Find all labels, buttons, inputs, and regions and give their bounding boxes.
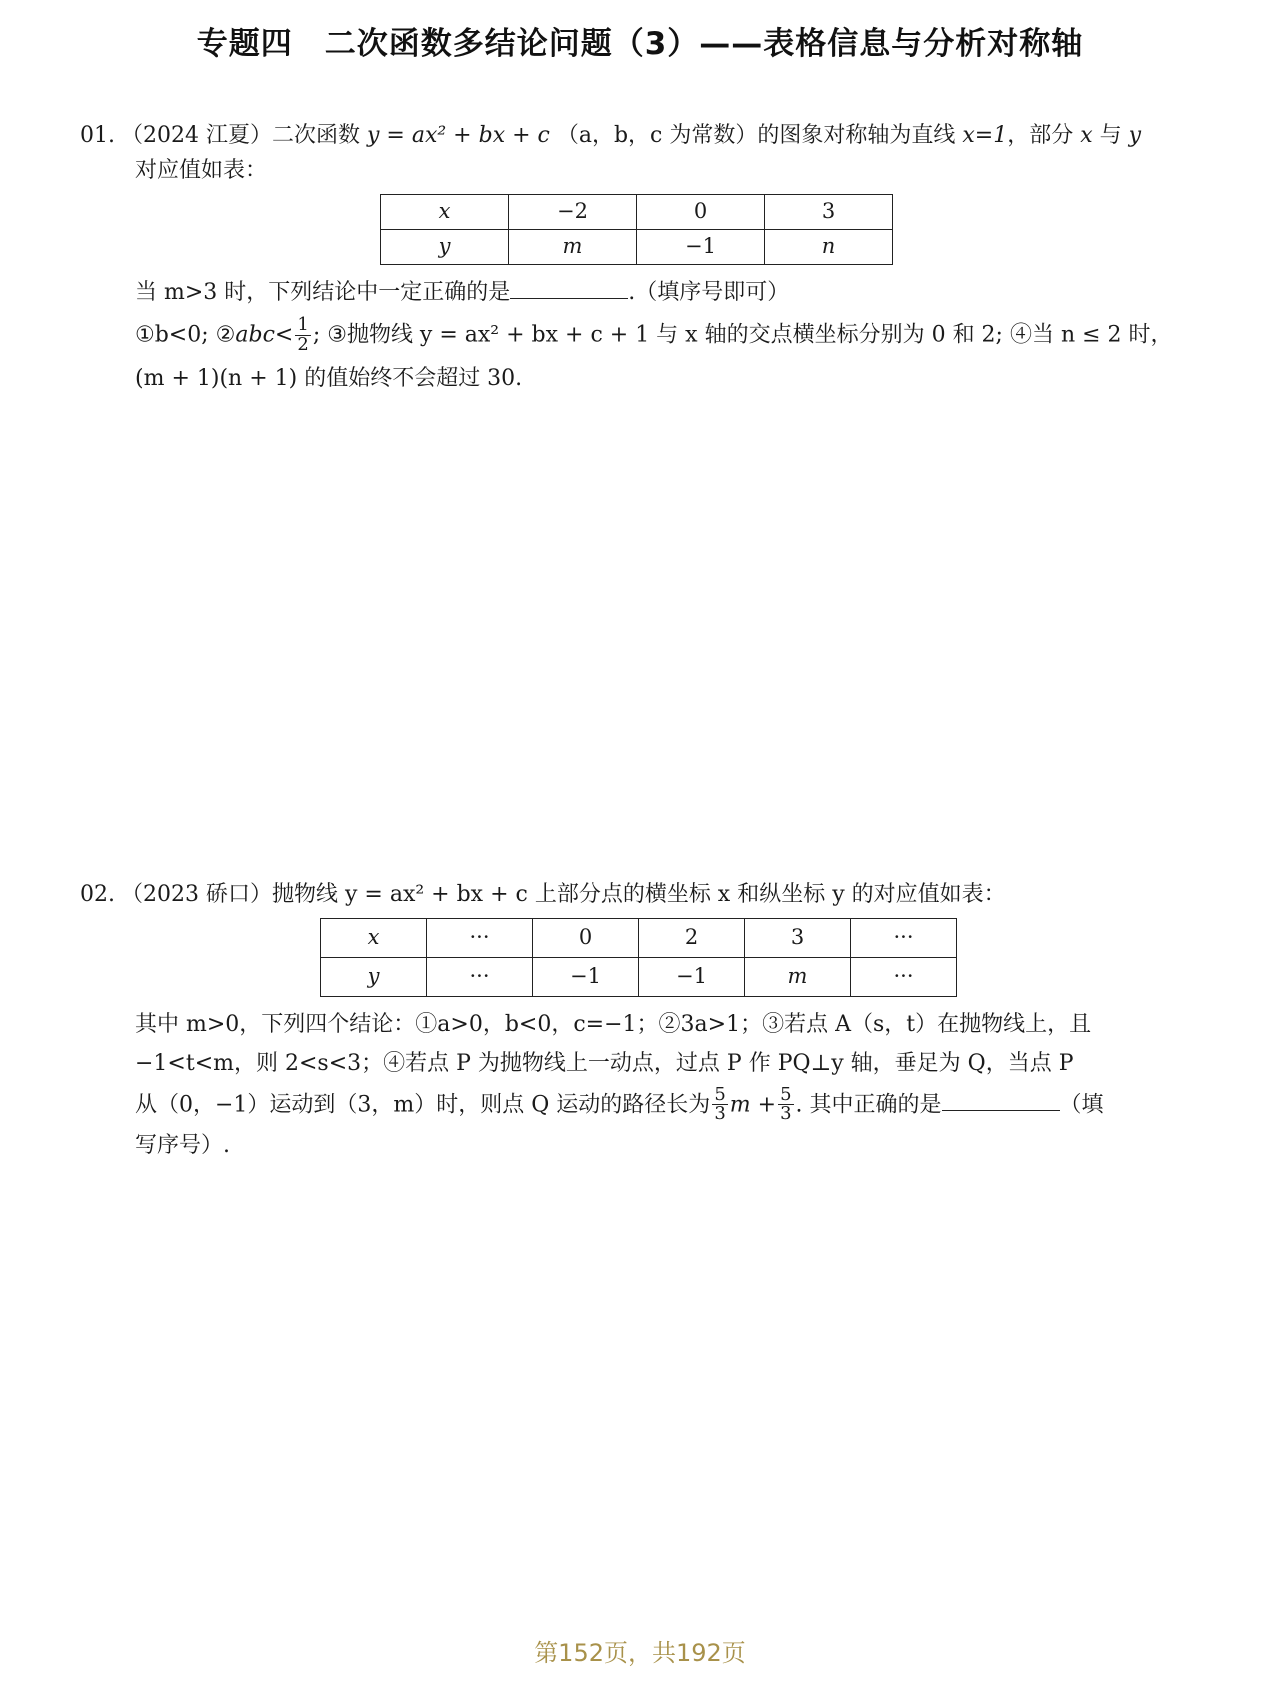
q1-conclusion-2-expr: abc< <box>235 322 294 348</box>
table-cell: 0 <box>637 195 765 230</box>
q1-value-table <box>380 194 893 264</box>
q1-intro-d: 与 <box>1099 123 1122 148</box>
q2-intro: 抛物线 y = ax² + bx + c 上部分点的横坐标 x 和纵坐标 y 的对应值如表： <box>271 882 1006 907</box>
q1-number: 01. <box>80 123 115 148</box>
page-footer: 第152页，共192页 <box>534 1639 746 1667</box>
table-cell: 0 <box>533 919 639 958</box>
fraction-denominator: 3 <box>714 1103 726 1125</box>
q2-line-1 <box>80 877 1200 912</box>
table-cell: ··· <box>851 958 957 997</box>
table-row <box>381 229 893 264</box>
fraction-numerator: 5 <box>714 1083 726 1105</box>
table-cell: n <box>765 229 893 264</box>
q2-path-length-text: 从（0，−1）运动到（3，m）时，则点 Q 运动的路径长为 <box>135 1091 711 1117</box>
table-cell: 3 <box>765 195 893 230</box>
q1-var-x: x <box>1080 123 1093 148</box>
q1-var-y: y <box>1128 123 1142 148</box>
fraction-one-half <box>295 313 310 355</box>
q1-condition: 当 m>3 时，下列结论中一定正确的是 <box>135 279 511 305</box>
table-cell: x <box>321 919 427 958</box>
q1-conclusion-2-marker: ② <box>215 322 236 348</box>
fraction-numerator: 1 <box>297 313 309 335</box>
fraction-five-thirds <box>712 1083 727 1125</box>
q2-line-3: −1<t<m，则 2<s<3；④若点 P 为抛物线上一动点，过点 P 作 PQ⊥y 轴，垂足为 Q，当点 P <box>135 1051 1074 1077</box>
q1-conclusion-4: ④当 n ≤ 2 时， <box>1009 322 1173 348</box>
q1-function: y = ax² + bx + c <box>367 123 550 148</box>
question-02 <box>80 877 1200 1164</box>
table-cell: ··· <box>851 919 957 958</box>
table-cell: ··· <box>427 919 533 958</box>
table-row <box>381 195 893 230</box>
table-cell: m <box>745 958 851 997</box>
fraction-denominator: 2 <box>297 333 309 355</box>
table-cell: 3 <box>745 919 851 958</box>
fraction-numerator: 5 <box>780 1083 792 1105</box>
q2-line-4 <box>80 1083 1200 1125</box>
q1-line-2: 对应值如表： <box>135 158 268 184</box>
q2-number: 02. <box>80 882 115 907</box>
answer-blank[interactable] <box>942 1090 1060 1111</box>
q2-correct-prompt: . 其中正确的是 <box>795 1091 942 1117</box>
table-cell: ··· <box>427 958 533 997</box>
q1-conclusion-3: ; ③抛物线 y = ax² + bx + c + 1 与 x 轴的交点横坐标分别为 0 和 2; <box>312 322 1003 348</box>
table-cell: y <box>381 229 509 264</box>
q1-fill-hint: .（填序号即可） <box>628 279 790 305</box>
fraction-five-thirds-b <box>778 1083 793 1125</box>
q2-line-2: 其中 m>0，下列四个结论：①a>0，b<0，c=−1；②3a>1；③若点 A（s，t）在抛物线上，且 <box>135 1012 1092 1038</box>
q1-intro-b: （a，b，c 为常数）的图象对称轴为直线 <box>556 123 956 148</box>
question-01 <box>80 118 1200 396</box>
table-row <box>321 958 957 997</box>
fraction-denominator: 3 <box>780 1103 792 1125</box>
q2-fill-hint: （填 <box>1059 1091 1104 1117</box>
table-cell: 2 <box>639 919 745 958</box>
table-cell: −1 <box>637 229 765 264</box>
table-row <box>321 919 957 958</box>
q1-intro-a: 二次函数 <box>271 123 360 148</box>
table-cell: y <box>321 958 427 997</box>
q2-m-plus: m + <box>729 1091 777 1117</box>
q1-conclusion-1: ①b<0; <box>135 322 209 348</box>
table-cell: x <box>381 195 509 230</box>
q1-conclusions-line <box>80 313 1200 355</box>
q1-line-1 <box>80 118 1200 153</box>
q1-axis: x=1 <box>962 123 1008 148</box>
q1-source: （2024 江夏） <box>121 123 272 148</box>
answer-blank[interactable] <box>510 278 628 299</box>
q1-condition-line <box>80 275 1200 310</box>
q1-conclusion-4-cont: (m + 1)(n + 1) 的值始终不会超过 30. <box>135 365 523 391</box>
table-cell: −1 <box>639 958 745 997</box>
table-cell: m <box>509 229 637 264</box>
q2-line-5: 写序号）. <box>135 1133 230 1159</box>
table-cell: −1 <box>533 958 639 997</box>
q2-source: （2023 硚口） <box>121 882 272 907</box>
page-title: 专题四 二次函数多结论问题（3）——表格信息与分析对称轴 <box>196 26 1084 62</box>
q2-value-table <box>320 918 957 997</box>
q1-intro-c: ，部分 <box>1007 123 1074 148</box>
table-cell: −2 <box>509 195 637 230</box>
